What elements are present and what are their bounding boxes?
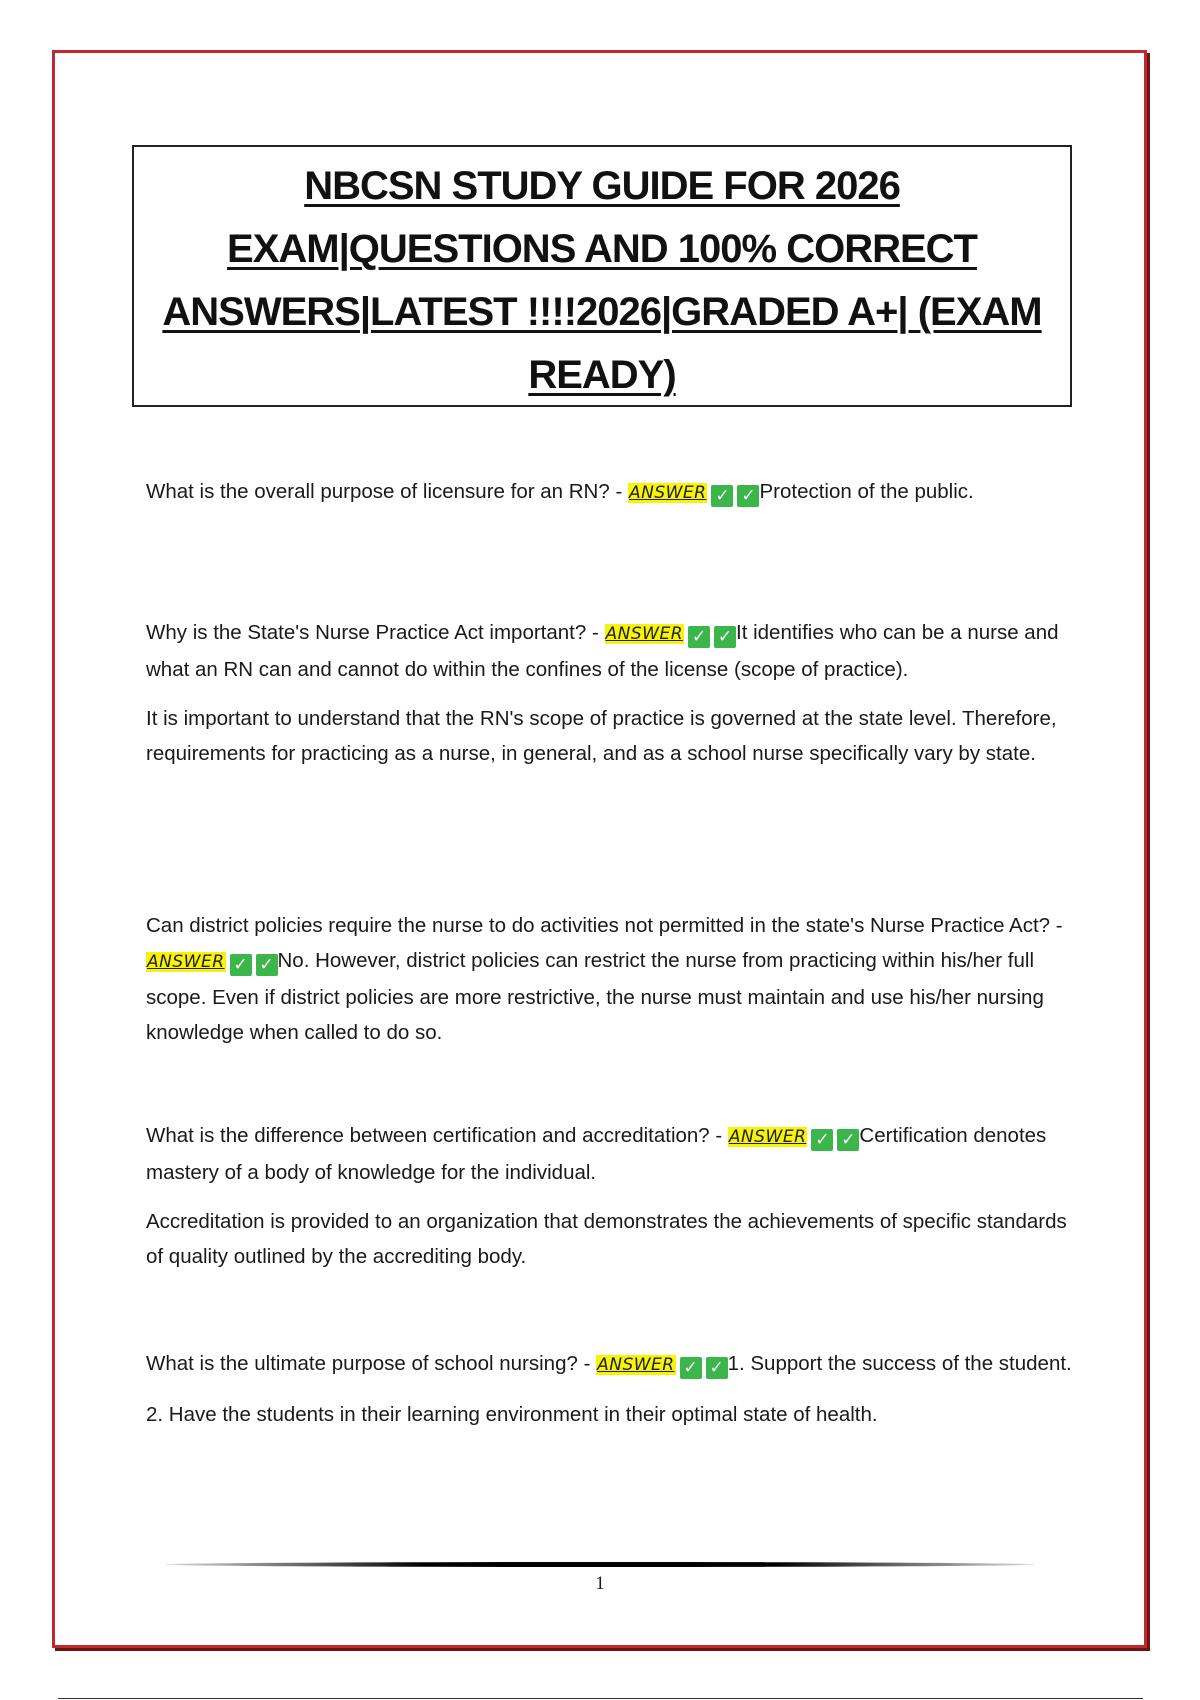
answer-label: ANSWER (605, 624, 683, 644)
question-text: What is the ultimate purpose of school nursing? - (146, 1352, 597, 1375)
check-icon: ✓ (256, 954, 278, 976)
footer-divider (165, 1562, 1035, 1567)
answer-text: No. However, district policies can restrict the nurse from practicing within his/her full scope. Even if district policies are more restrictive, the nurse must maintain and use his/her nursing knowledge when called to do so. (146, 949, 1044, 1044)
answer-note: 2. Have the students in their learning environment in their optimal state of health. (146, 1403, 878, 1426)
answer-label: ANSWER (728, 1127, 807, 1147)
answer-label: ANSWER (628, 483, 707, 503)
answer-label: ANSWER (597, 1355, 675, 1375)
check-icon: ✓ (714, 626, 736, 648)
qa-paragraph (146, 615, 1076, 687)
check-icon: ✓ (706, 1357, 728, 1379)
qa-paragraph (146, 1346, 1076, 1383)
qa-paragraph (146, 1118, 1076, 1190)
qa-item (146, 908, 1076, 1050)
check-icon: ✓ (680, 1357, 702, 1379)
question-text: Can district policies require the nurse to do activities not permitted in the state's Nurse Practice Act? - (146, 914, 1063, 937)
question-text: What is the difference between certification and accreditation? - (146, 1124, 728, 1147)
answer-text: Protection of the public. (759, 480, 974, 503)
title-line: ANSWERS|LATEST !!!!2026|GRADED A+| (EXAM (162, 290, 1042, 334)
page-number: 1 (595, 1573, 605, 1594)
qa-item (146, 1346, 1076, 1432)
check-icon: ✓ (737, 485, 759, 507)
check-icon: ✓ (230, 954, 252, 976)
answer-label: ANSWER (147, 952, 225, 972)
title-line: NBCSN STUDY GUIDE FOR 2026 (304, 164, 900, 208)
check-icon: ✓ (811, 1129, 833, 1151)
answer-text: 1. Support the success of the student. (727, 1352, 1072, 1375)
question-text: Why is the State's Nurse Practice Act important? - (146, 621, 605, 644)
check-icon: ✓ (837, 1129, 859, 1151)
title-box (132, 145, 1072, 407)
qa-item (146, 615, 1076, 771)
answer-note: It is important to understand that the RN's scope of practice is governed at the state level. Therefore, requirements for practicing as a nurse, in general, and as a school nurse specifically vary by state. (146, 707, 1057, 765)
qa-item (146, 1118, 1076, 1274)
answer-text: Certification denotes mastery of a body of knowledge for the individual. (146, 1124, 1047, 1184)
qa-item (146, 474, 1076, 511)
bottom-rule (58, 1698, 1143, 1699)
check-icon: ✓ (688, 626, 710, 648)
title-line: EXAM|QUESTIONS AND 100% CORRECT (227, 227, 977, 271)
question-text: What is the overall purpose of licensure for an RN? - (146, 480, 628, 503)
answer-text: It identifies who can be a nurse and what an RN can and cannot do within the confines of the license (scope of practice). (146, 621, 1059, 681)
qa-paragraph (146, 908, 1076, 1050)
title-line: READY) (528, 353, 676, 397)
qa-paragraph (146, 474, 1076, 511)
check-icon: ✓ (711, 485, 733, 507)
answer-note: Accreditation is provided to an organization that demonstrates the achievements of specific standards of quality outlined by the accrediting body. (146, 1210, 1067, 1268)
